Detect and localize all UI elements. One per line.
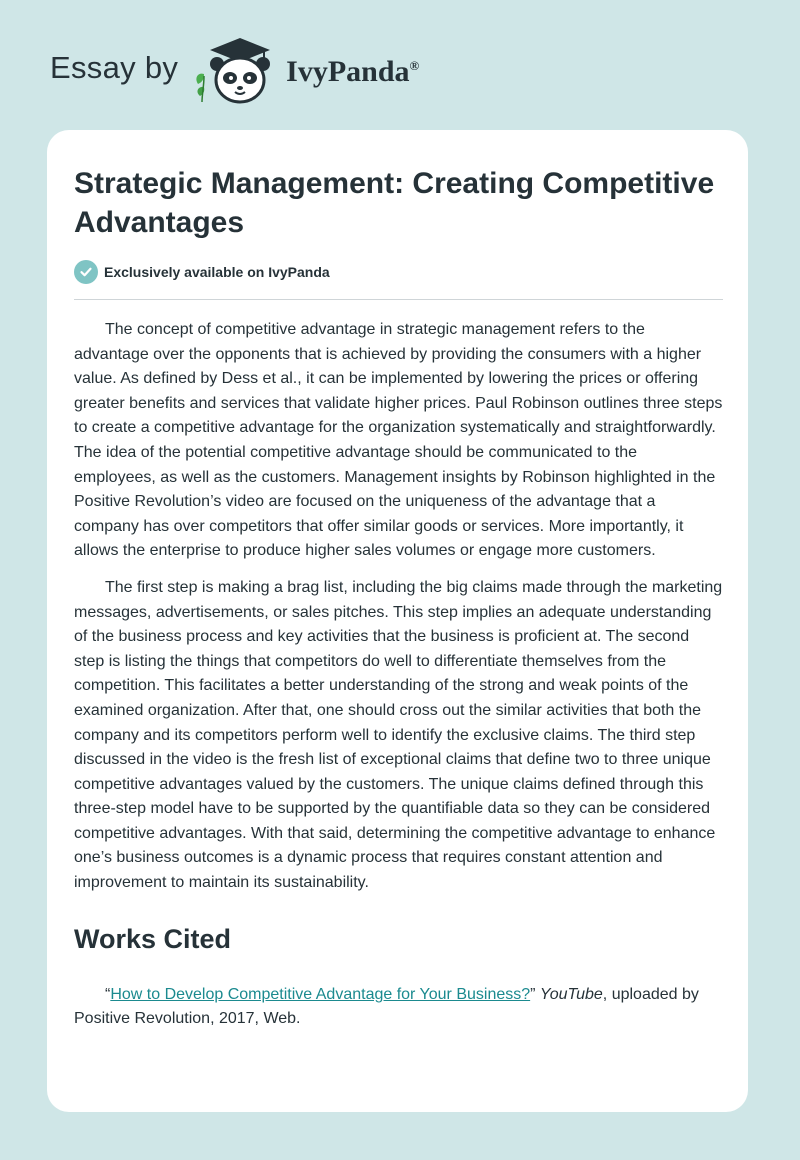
paragraph: The first step is making a brag list, including the big claims made through the marketing messages, advertisements, or sales pitches. This step implies an adequate understanding of the business process and key activities that the business is proficient at. The second step is listing the things that competitors do well to differentiate themselves from the competition. This facilitates a better understanding of the strong and weak points of the examined organization. After that, one should cross out the similar activities that both the company and its competitors perform well to identify the exclusive claims. The third step discussed in the video is the fresh list of exceptional claims that define two to three unique competitive advantages valued by the customers. The unique claims defined through this three-step model have to be supported by the quantifiable data so they can be considered competitive advantages. With that said, determining the competitive advantage to enhance one’s business outcomes is a dynamic process that requires constant attention and improvement to maintain its sustainability.	[74, 578, 723, 892]
exclusive-badge	[74, 260, 723, 284]
exclusive-badge-text: Exclusively available on IvyPanda	[104, 264, 330, 280]
brand-name: IvyPanda®	[286, 55, 420, 88]
check-circle-icon	[74, 260, 98, 284]
citation-link[interactable]: How to Develop Competitive Advantage for Your Business?	[110, 985, 531, 1003]
divider	[74, 299, 723, 300]
panda-graduation-cap-icon	[190, 36, 282, 106]
citation-source: YouTube	[539, 985, 603, 1003]
brand-header	[50, 36, 419, 106]
brand-prefix: Essay by	[50, 50, 179, 85]
essay-card	[47, 130, 748, 1112]
page-title: Strategic Management: Creating Competitive Advantages	[74, 167, 715, 239]
citation-entry: “How to Develop Competitive Advantage for Your Business?” YouTube, uploaded by Positive Revolution, 2017, Web.	[74, 985, 699, 1028]
works-cited-heading: Works Cited	[74, 923, 232, 954]
paragraph: The concept of competitive advantage in strategic management refers to the advantage over the opponents that is achieved by providing the consumers with a higher value. As defined by Dess et al., it can be implemented by lowering the prices or offering greater benefits and services that validate higher prices. Paul Robinson outlines three steps to create a competitive advantage for the organization systematically and straightforwardly. The idea of the potential competitive advantage should be communicated to the employees, as well as the customers. Management insights by Robinson highlighted in the Positive Revolution’s video are focused on the uniqueness of the advantage that a company has over competitors that offer similar goods or services. More importantly, it allows the enterprise to produce higher sales volumes or engage more customers.	[74, 321, 723, 560]
essay-content	[74, 164, 723, 1032]
